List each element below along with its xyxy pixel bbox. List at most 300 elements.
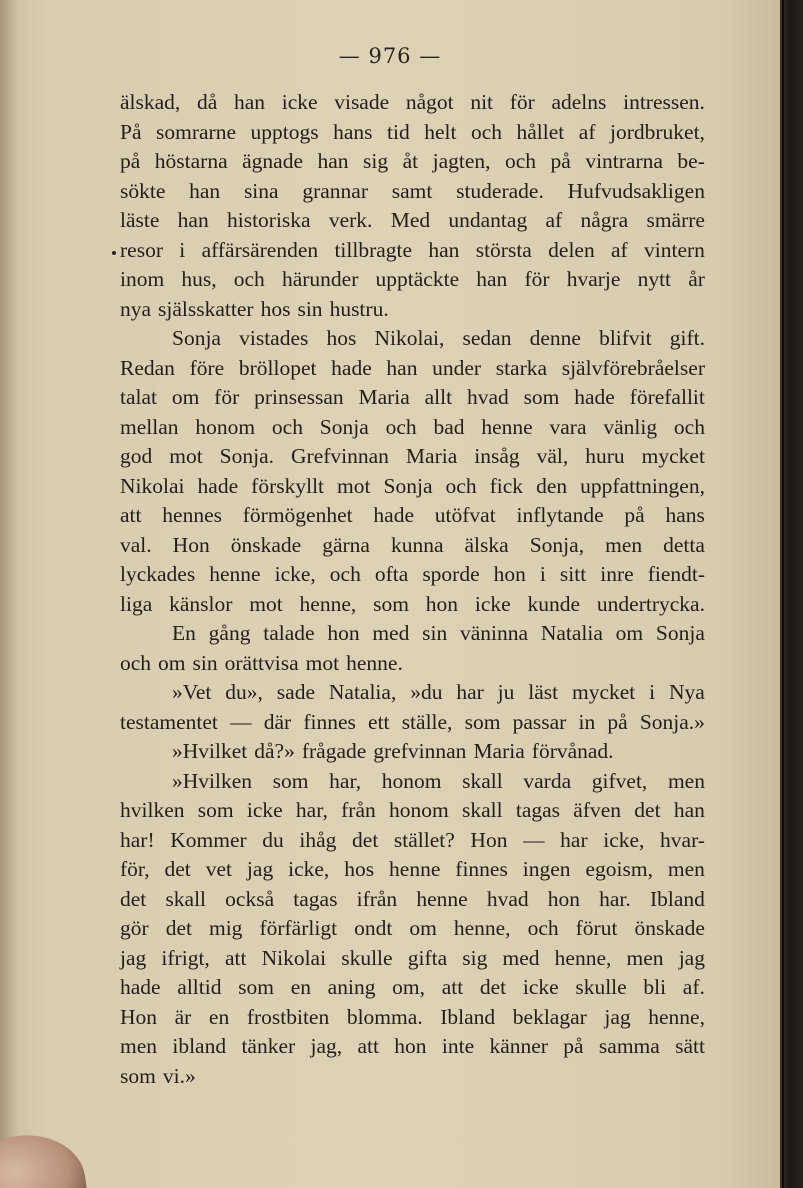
word: jag xyxy=(678,945,705,970)
word: Sonja. xyxy=(219,444,275,468)
word: har xyxy=(456,680,484,704)
word: god xyxy=(120,444,153,468)
word: aning xyxy=(327,975,376,999)
word: mot xyxy=(249,591,283,616)
text-line xyxy=(120,678,705,708)
word: hon xyxy=(547,886,580,911)
word: och xyxy=(445,473,477,498)
word: då?» xyxy=(254,739,295,763)
word: på xyxy=(563,1034,584,1058)
word: hans xyxy=(665,503,705,527)
word: största xyxy=(475,237,532,262)
word: en xyxy=(208,1004,230,1029)
word: tillbragte xyxy=(334,237,413,262)
text-line xyxy=(120,265,705,295)
word: verk. xyxy=(328,208,373,232)
word: vänlig xyxy=(603,414,658,439)
word: Nya xyxy=(669,680,705,704)
word: af. xyxy=(682,975,705,999)
word: hvad xyxy=(486,886,529,911)
word: för xyxy=(509,90,535,114)
text-line xyxy=(120,531,705,561)
word: gift. xyxy=(669,326,705,350)
word: »du xyxy=(410,680,443,704)
word: från xyxy=(341,798,376,822)
word: hos xyxy=(326,326,357,350)
text-line xyxy=(120,708,705,738)
word: det xyxy=(479,975,507,999)
word: sökte xyxy=(120,178,166,203)
word: Hon xyxy=(172,532,210,557)
word: och xyxy=(233,267,265,291)
text-line xyxy=(120,88,705,118)
word: sitt xyxy=(559,562,587,586)
text-line xyxy=(120,796,705,826)
word: nit xyxy=(470,90,494,114)
word: icke, xyxy=(603,827,645,852)
word: för xyxy=(214,385,240,409)
word: det xyxy=(120,886,147,911)
word: ihåg xyxy=(299,827,337,852)
word: Sonja xyxy=(383,473,433,498)
word: inre xyxy=(600,562,634,586)
word: den xyxy=(536,473,568,498)
word: under xyxy=(432,355,482,380)
word: skall xyxy=(165,886,207,911)
word: — xyxy=(230,709,252,734)
word: och xyxy=(385,414,417,439)
word: delen xyxy=(548,237,595,262)
word: talat xyxy=(120,385,158,409)
word: är xyxy=(174,1004,192,1029)
word: be- xyxy=(677,149,705,173)
word: kunde xyxy=(527,591,581,616)
word: helt xyxy=(424,119,457,144)
word: passar xyxy=(512,709,567,734)
word: mellan xyxy=(120,414,179,439)
word: talade xyxy=(263,621,315,645)
word: Sonja.» xyxy=(639,709,705,734)
word: samma xyxy=(598,1034,660,1058)
word: har. xyxy=(599,886,631,911)
word: af xyxy=(545,208,563,232)
word: förefallit xyxy=(629,385,705,409)
text-line xyxy=(120,737,705,767)
word: — xyxy=(523,827,545,852)
word: Grefvinnan xyxy=(291,444,389,468)
word: som xyxy=(523,385,560,409)
word: mot xyxy=(169,444,203,468)
word: älska xyxy=(464,532,509,557)
word: och xyxy=(527,916,559,940)
word: henne xyxy=(481,414,533,439)
word: På xyxy=(120,119,142,144)
word: hon xyxy=(425,591,459,616)
text-line xyxy=(120,413,705,443)
word: har xyxy=(560,827,588,852)
word: med xyxy=(502,945,540,970)
word: förmögenhet xyxy=(242,503,353,527)
word: bröllopet xyxy=(238,355,317,380)
word: han xyxy=(233,90,266,114)
word: henne. xyxy=(346,650,403,675)
word: förfärligt xyxy=(259,916,338,940)
word: men xyxy=(605,532,643,557)
word: äfven xyxy=(573,798,622,822)
word: om xyxy=(409,916,437,940)
word: hade xyxy=(331,355,372,380)
word: på xyxy=(607,709,628,734)
word: skulle xyxy=(575,975,627,999)
word: läst xyxy=(528,680,559,704)
word: En xyxy=(172,621,196,645)
word: hon xyxy=(327,621,360,645)
word: mot xyxy=(305,650,340,675)
text-line xyxy=(120,354,705,384)
word: prinsessan xyxy=(254,385,344,409)
word: Nikolai xyxy=(120,473,185,498)
word: gifta xyxy=(407,945,448,970)
word: Maria xyxy=(405,444,458,468)
word: Maria xyxy=(358,385,410,409)
word: affärsärenden xyxy=(201,237,319,262)
word: en xyxy=(290,975,311,999)
word: önskade xyxy=(634,916,705,940)
word: självförebråelser xyxy=(561,355,705,380)
word: år xyxy=(688,267,705,291)
word: Hufvudsakligen xyxy=(567,178,705,203)
word: finnes xyxy=(455,857,508,881)
word: Hon xyxy=(470,827,508,852)
text-line xyxy=(120,590,705,620)
word: sig xyxy=(363,149,389,173)
word: då xyxy=(197,90,218,114)
word: »Hvilket xyxy=(172,739,248,763)
word: i xyxy=(649,680,656,704)
word: fiendt- xyxy=(647,562,705,586)
word: och xyxy=(120,650,152,675)
word: hvad xyxy=(466,385,509,409)
word: blifvit xyxy=(599,326,652,350)
word: har, xyxy=(329,768,362,793)
word: sig xyxy=(462,945,488,970)
word: hade xyxy=(574,385,615,409)
word: hustru. xyxy=(329,296,389,321)
text-line xyxy=(120,1003,705,1033)
word: icke, xyxy=(274,562,316,586)
word: Nikolai xyxy=(261,945,327,970)
word: Maria xyxy=(473,739,525,763)
word: hos xyxy=(260,296,291,321)
word: hus, xyxy=(181,267,217,291)
word: hållet xyxy=(516,119,565,144)
word: henne, xyxy=(299,591,357,616)
word: detta xyxy=(663,532,705,557)
word: henne, xyxy=(554,945,612,970)
word: sade xyxy=(276,680,315,704)
word: stället? xyxy=(393,827,455,852)
word: om, xyxy=(392,975,425,999)
word: mot xyxy=(337,473,371,498)
word: vet xyxy=(205,857,232,881)
word: han xyxy=(428,237,460,262)
word: henne, xyxy=(648,1004,705,1029)
word: lyckades xyxy=(120,562,196,586)
word: han xyxy=(476,267,508,291)
word: men xyxy=(626,945,664,970)
word: ställe, xyxy=(401,709,453,734)
word: förskyllt xyxy=(251,473,325,498)
word: hon xyxy=(493,562,526,586)
word: ingen xyxy=(522,857,571,881)
word: om xyxy=(171,385,200,409)
word: sina xyxy=(243,178,279,203)
word: på xyxy=(624,503,645,527)
text-line xyxy=(120,442,705,472)
word: han xyxy=(673,798,705,822)
text-line xyxy=(120,619,705,649)
word: gifvet, xyxy=(591,768,648,793)
word: jag xyxy=(120,945,147,970)
word: men xyxy=(667,768,705,793)
word: och xyxy=(470,119,503,144)
word: utöfvat xyxy=(434,503,496,527)
word: om xyxy=(615,621,644,645)
word: på xyxy=(550,149,571,173)
word: beklagar xyxy=(512,1004,587,1029)
word: upptäckte xyxy=(375,267,460,291)
word: ondt xyxy=(354,916,393,940)
word: nytt xyxy=(637,267,672,291)
word: hos xyxy=(344,857,375,881)
word: för xyxy=(524,267,550,291)
word: väl, xyxy=(536,444,569,468)
word: alltid xyxy=(177,975,222,999)
word: varda xyxy=(523,768,572,793)
word: »Vet xyxy=(172,680,212,704)
text-line xyxy=(120,649,705,679)
word: Sonja xyxy=(319,414,369,439)
word: som xyxy=(238,975,274,999)
word: ifrigt, xyxy=(161,945,210,970)
word: vi.» xyxy=(162,1063,196,1088)
text-line xyxy=(120,826,705,856)
word: hvilken xyxy=(120,798,185,822)
word: Med xyxy=(390,208,431,232)
word: ifrån xyxy=(356,886,398,911)
text-line xyxy=(120,1032,705,1062)
word: tid xyxy=(387,119,410,144)
word: henne xyxy=(209,562,261,586)
word: ibland xyxy=(172,1034,227,1058)
margin-mark xyxy=(112,251,116,255)
word: jag xyxy=(604,1004,631,1029)
word: också xyxy=(225,886,275,911)
word: in xyxy=(578,709,596,734)
word: ägnade xyxy=(242,149,303,173)
text-line xyxy=(120,236,705,266)
word: Ibland xyxy=(440,1004,496,1029)
word: testamentet xyxy=(120,709,218,734)
word: Sonja, xyxy=(529,532,585,557)
word: det xyxy=(164,857,191,881)
word: på xyxy=(120,149,141,173)
word: icke, xyxy=(288,857,330,881)
word: i xyxy=(539,562,546,586)
word: önskade xyxy=(230,532,302,557)
word: du xyxy=(262,827,284,852)
word: du», xyxy=(225,680,263,704)
word: historiska xyxy=(226,208,311,232)
word: gör xyxy=(120,916,149,940)
word: gång xyxy=(208,621,251,645)
word: samt xyxy=(391,178,433,203)
word: Nikolai, xyxy=(374,326,445,350)
word: allt xyxy=(424,385,453,409)
text-line xyxy=(120,885,705,915)
word: hvarje xyxy=(566,267,621,291)
word: ofta xyxy=(374,562,409,586)
word: Kommer xyxy=(170,827,247,852)
word: hvar- xyxy=(660,827,705,852)
word: som xyxy=(272,768,309,793)
word: jag, xyxy=(310,1034,343,1058)
text-line xyxy=(120,973,705,1003)
text-line xyxy=(120,944,705,974)
word: hade xyxy=(197,473,239,498)
word: väninna xyxy=(459,621,529,645)
word: för, xyxy=(120,857,150,881)
word: hade xyxy=(120,975,161,999)
word: inflytande xyxy=(516,503,604,527)
text-line xyxy=(120,501,705,531)
word: Redan xyxy=(120,355,175,380)
text-line xyxy=(120,295,705,325)
word: resor xyxy=(120,237,163,262)
word: inte xyxy=(441,1034,475,1058)
word: val. xyxy=(120,532,152,557)
word: att xyxy=(120,503,142,527)
body-text xyxy=(120,88,705,1091)
word: skulle xyxy=(341,945,393,970)
word: men xyxy=(667,857,705,881)
word: studerade. xyxy=(456,178,544,203)
word: af xyxy=(578,119,596,144)
word: men xyxy=(120,1034,158,1058)
text-line xyxy=(120,118,705,148)
word: somrarne xyxy=(156,119,236,144)
word: han xyxy=(317,149,349,173)
word: höstarna xyxy=(154,149,228,173)
word: där xyxy=(263,709,292,734)
text-line xyxy=(120,1062,705,1092)
text-line xyxy=(120,383,705,413)
word: ju xyxy=(497,680,515,704)
word: det xyxy=(165,916,192,940)
word: tagas xyxy=(515,798,561,822)
word: frostbiten xyxy=(246,1004,330,1029)
text-line xyxy=(120,560,705,590)
word: älskad, xyxy=(120,90,181,114)
word: jagten, xyxy=(432,149,491,173)
word: sin xyxy=(192,650,218,675)
word: tänker xyxy=(241,1034,296,1058)
word: orättvisa xyxy=(224,650,299,675)
word: honom xyxy=(389,798,449,822)
word: honom xyxy=(381,768,442,793)
word: uppfattningen, xyxy=(580,473,705,498)
word: mycket xyxy=(641,444,705,468)
word: att xyxy=(357,1034,379,1058)
word: Ibland xyxy=(649,886,705,911)
word: henne xyxy=(389,857,441,881)
word: han xyxy=(177,208,209,232)
word: det xyxy=(634,798,661,822)
word: visade xyxy=(334,90,390,114)
page-edge-line xyxy=(782,0,784,1188)
word: icke xyxy=(246,798,283,822)
word: vintrarna xyxy=(585,149,663,173)
word: jordbruket, xyxy=(609,119,705,144)
thumb xyxy=(0,1127,91,1188)
word: nya xyxy=(120,296,152,321)
page-number: — 976 — xyxy=(338,44,442,68)
word: har, xyxy=(295,798,328,822)
word: hennes xyxy=(162,503,222,527)
word: sätt xyxy=(675,1034,705,1058)
word: om xyxy=(158,650,186,675)
word: henne, xyxy=(453,916,511,940)
word: tagas xyxy=(293,886,338,911)
word: som xyxy=(197,798,234,822)
word: liga xyxy=(120,591,153,616)
word: skall xyxy=(461,798,503,822)
word: känslor xyxy=(169,591,233,616)
word: af xyxy=(611,237,628,262)
word: blomma. xyxy=(346,1004,423,1029)
word: icke xyxy=(474,591,511,616)
word: vistades xyxy=(239,326,309,350)
page-gutter-shadow xyxy=(0,0,18,1188)
word: undantag xyxy=(448,208,528,232)
word: och xyxy=(505,149,537,173)
word: själsskatter xyxy=(158,296,254,321)
word: skall xyxy=(462,768,503,793)
word: och xyxy=(329,562,361,586)
word: »Hvilken xyxy=(172,768,253,793)
text-line xyxy=(120,914,705,944)
word: hade xyxy=(373,503,414,527)
word: bli xyxy=(643,975,667,999)
word: Natalia xyxy=(540,621,603,645)
word: starka xyxy=(495,355,548,380)
word: inom xyxy=(120,267,165,291)
word: mycket xyxy=(572,680,636,704)
word: mig xyxy=(208,916,243,940)
word: frågade xyxy=(301,739,367,763)
word: har! xyxy=(120,827,155,852)
word: i xyxy=(179,237,186,262)
word: huru xyxy=(585,444,625,468)
word: några xyxy=(580,208,629,232)
word: finnes xyxy=(303,709,356,734)
word: det xyxy=(352,827,379,852)
word: undertrycka. xyxy=(596,591,705,616)
text-line xyxy=(120,767,705,797)
word: han xyxy=(386,355,418,380)
word: smärre xyxy=(646,208,705,232)
word: kunna xyxy=(390,532,444,557)
